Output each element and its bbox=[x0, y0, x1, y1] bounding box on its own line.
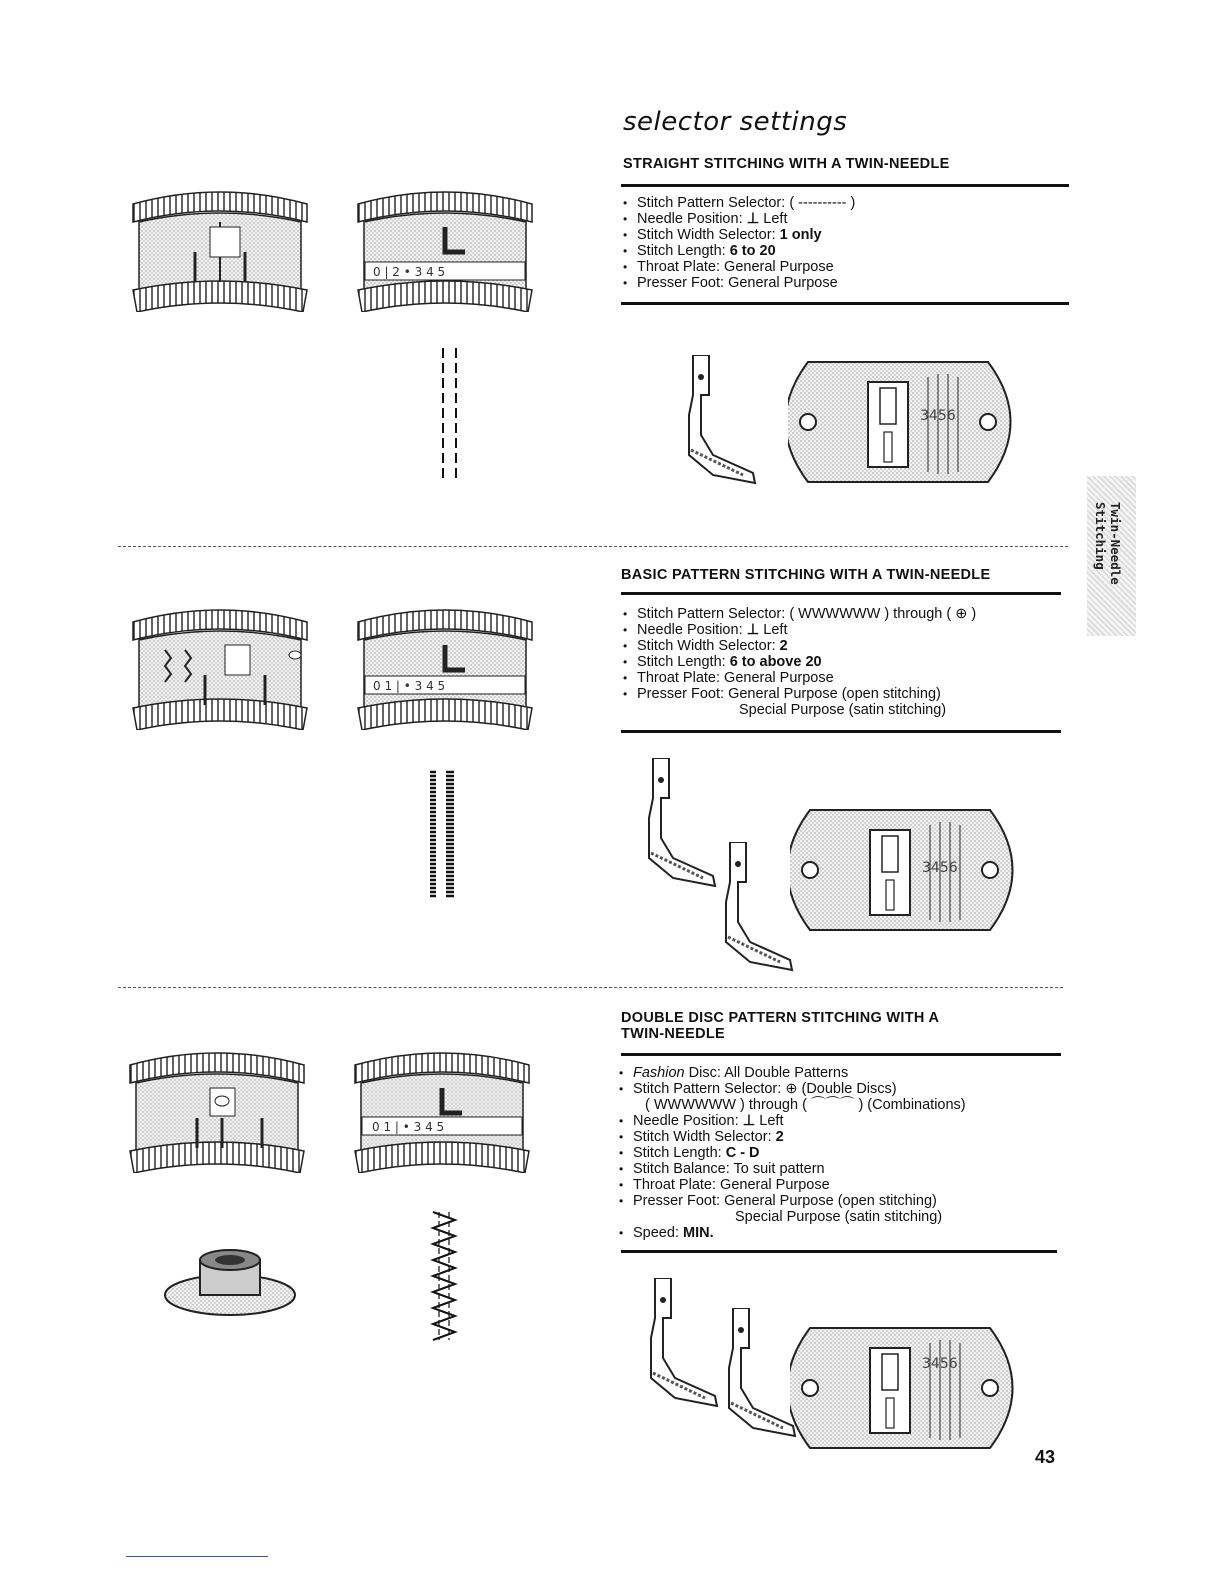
section1-stitch-sample bbox=[438, 348, 462, 480]
section1-dials bbox=[125, 182, 545, 312]
spec-item: • Stitch Pattern Selector: ⊕ (Double Discs) bbox=[617, 1081, 966, 1097]
spec-item: • Fashion Disc: All Double Patterns bbox=[617, 1065, 966, 1081]
section1-specs bbox=[621, 195, 855, 291]
section2-heading: BASIC PATTERN STITCHING WITH A TWIN-NEEDLE bbox=[621, 567, 991, 583]
spec-item: • Throat Plate: General Purpose bbox=[617, 1177, 966, 1193]
plate-label: 3456 bbox=[922, 1356, 958, 1372]
spec-item: • Stitch Width Selector: 2 bbox=[621, 638, 976, 654]
dial-numbers: 0 | 2 • 3 4 5 bbox=[373, 265, 446, 279]
plate-label: 3456 bbox=[922, 860, 958, 876]
section-divider bbox=[118, 987, 1063, 988]
plate-label: 3456 bbox=[920, 408, 956, 424]
spec-item: • Throat Plate: General Purpose bbox=[621, 259, 855, 275]
section2-specs bbox=[621, 606, 976, 718]
dial-numbers: 0 1 | • 3 4 5 bbox=[372, 1120, 445, 1134]
section1-rule-top bbox=[621, 184, 1069, 187]
section3-rule-top bbox=[621, 1053, 1061, 1056]
spec-item: • Stitch Pattern Selector: ( ---------- ) bbox=[621, 195, 855, 211]
section2-throat-plate bbox=[790, 800, 1025, 940]
side-tab-label: Twin-Needle Stitching bbox=[1093, 502, 1123, 585]
page-number: 43 bbox=[1035, 1447, 1056, 1467]
spec-item: • Throat Plate: General Purpose bbox=[621, 670, 976, 686]
section3-rule-bottom bbox=[621, 1250, 1057, 1253]
section1-throat-plate bbox=[788, 352, 1023, 492]
page-title: selector settings bbox=[623, 107, 848, 137]
spec-item: • Needle Position: ⊥ Left bbox=[621, 622, 976, 638]
spec-item: ( WWWWWW ) through ( ⌒⌒⌒ ) (Combinations) bbox=[645, 1097, 966, 1113]
section3-heading: DOUBLE DISC PATTERN STITCHING WITH A TWIN-NEEDLE bbox=[621, 1010, 940, 1042]
spec-item: • Stitch Pattern Selector: ( WWWWWW ) through ( ⊕ ) bbox=[621, 606, 976, 622]
spec-item: Special Purpose (satin stitching) bbox=[739, 702, 947, 718]
spec-item: • Presser Foot: General Purpose (open stitching) bbox=[621, 686, 976, 702]
spec-item: Special Purpose (satin stitching) bbox=[735, 1209, 943, 1225]
spec-item: • Stitch Width Selector: 1 only bbox=[621, 227, 855, 243]
section3-specs bbox=[617, 1065, 966, 1241]
spec-item: • Needle Position: ⊥ Left bbox=[617, 1113, 966, 1129]
section2-rule-bottom bbox=[621, 730, 1061, 733]
section-divider bbox=[118, 546, 1068, 547]
spec-item: • Stitch Length: 6 to above 20 bbox=[621, 654, 976, 670]
spec-item: • Presser Foot: General Purpose (open stitching) bbox=[617, 1193, 966, 1209]
dial-numbers: 0 1 | • 3 4 5 bbox=[373, 679, 446, 693]
footer-line bbox=[126, 1556, 268, 1557]
section3-stitch-sample bbox=[425, 1210, 465, 1344]
section1-presser-foot bbox=[678, 355, 788, 485]
section2-rule-top bbox=[621, 592, 1061, 595]
section2-dials bbox=[125, 600, 545, 730]
spec-item: • Stitch Width Selector: 2 bbox=[617, 1129, 966, 1145]
spec-item: • Stitch Balance: To suit pattern bbox=[617, 1161, 966, 1177]
spec-item: • Stitch Length: 6 to 20 bbox=[621, 243, 855, 259]
section3-dials bbox=[122, 1043, 542, 1173]
spec-item: • Stitch Length: C - D bbox=[617, 1145, 966, 1161]
spec-item: • Presser Foot: General Purpose bbox=[621, 275, 855, 291]
section1-heading: STRAIGHT STITCHING WITH A TWIN-NEEDLE bbox=[623, 156, 950, 172]
section3-throat-plate bbox=[790, 1318, 1025, 1458]
section2-stitch-sample bbox=[428, 770, 458, 902]
spec-item: • Speed: MIN. bbox=[617, 1225, 966, 1241]
section1-rule-bottom bbox=[621, 302, 1069, 305]
fashion-disc-icon bbox=[160, 1240, 300, 1320]
side-tab bbox=[1087, 476, 1136, 636]
spec-item: • Needle Position: ⊥ Left bbox=[621, 211, 855, 227]
